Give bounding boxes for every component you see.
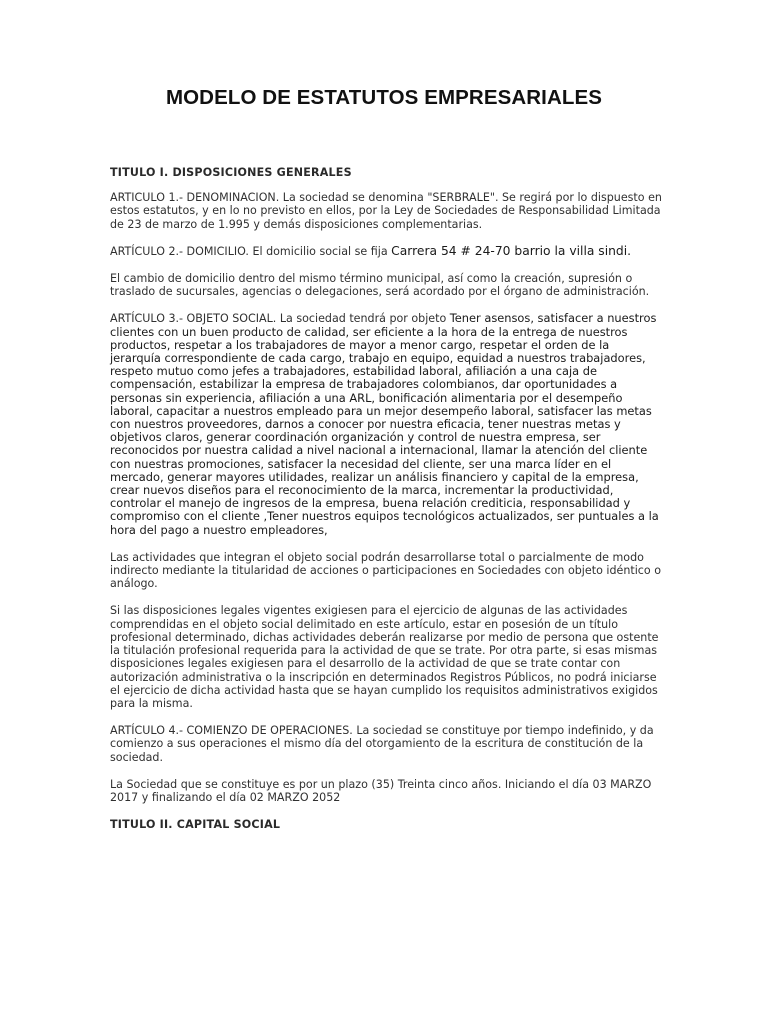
article-2-paragraph bbox=[110, 245, 662, 258]
document-title: MODELO DE ESTATUTOS EMPRESARIALES bbox=[165, 86, 603, 109]
article-4-paragraph-2: La Sociedad que se constituye es por un plazo (35) Treinta cinco años. Iniciando el día 03 MARZO 2017 y finalizando el día 02 MARZO 2052 bbox=[110, 777, 652, 804]
article-3-paragraph-2: Las actividades que integran el objeto social podrán desarrollarse total o parcialmente de modo indirecto mediante la titularidad de acciones o participaciones en Sociedades con objeto idéntico o análogo. bbox=[110, 550, 661, 591]
article-4-paragraph: ARTÍCULO 4.- COMIENZO DE OPERACIONES. La sociedad se constituye por tiempo indefinido, y da comienzo a sus operaciones el mismo día del otorgamiento de la escritura de constitución de la sociedad. bbox=[110, 724, 654, 764]
article-3-paragraph bbox=[110, 312, 662, 536]
article-1-paragraph: ARTICULO 1.- DENOMINACION. La sociedad se denomina "SERBRALE". Se regirá por lo dispuesto en estos estatutos, y en lo no previsto en ellos, por la Ley de Sociedades de Responsabilidad Limitada de 23 de marzo de 1.995 y demás disposiciones complementarias. bbox=[110, 191, 662, 231]
document-body bbox=[110, 166, 662, 843]
article-3-label: ARTÍCULO 3.- OBJETO SOCIAL. La sociedad tendrá por objeto bbox=[110, 312, 450, 326]
section-heading-titulo-2: TITULO II. CAPITAL SOCIAL bbox=[110, 818, 281, 832]
article-3-paragraph-3: Si las disposiciones legales vigentes exigiesen para el ejercicio de algunas de las actividades comprendidas en el objeto social delimitado en este artículo, estar en posesión de un título profesional determinado, dichas actividades deberán realizarse por medio de persona que ostente la titulación profesional requerida para la actividad de que se trate. Por otra parte, si esas mismas disposiciones legales exigiesen para el desarrollo de la actividad de que se trate contar con autorización administrativa o la inscripción en determinados Registros Públicos, no podrá iniciarse el ejercicio de dicha actividad hasta que se hayan cumplido los requisitos administrativos exigidos para la misma. bbox=[110, 604, 659, 710]
article-3-objeto: Tener asensos, satisfacer a nuestros clientes con un buen producto de calidad, ser eficiente a la hora de la entrega de nuestros productos, respetar a los trabajadores de mayor a menor cargo, respetar el orden de la jerarquía correspondiente de cada cargo, trabajo en equipo, equidad a nuestros trabajadores, respeto mutuo como jefes a trabajadores, estabilidad laboral, afiliación a una caja de compensación, estabilizar la empresa de trabajadores colombianos, dar oportunidades a personas sin experiencia, afiliación a una ARL, bonificación alimentaria por el desempeño laboral, capacitar a nuestros empleado para un mejor desempeño laboral, satisfacer las metas con nuestros proveedores, darnos a conocer por nuestra eficacia, tener nuestras metas y objetivos claros, generar coordinación organización y control de nuestra empresa, ser reconocidos por nuestra calidad a nivel nacional a internacional, llamar la atención del cliente con nuestras promociones, satisfacer la necesidad del cliente, ser una marca líder en el mercado, generar mayores utilidades, realizar un análisis financiero y capital de la empresa, crear nuevos diseños para el reconocimiento de la marca, incrementar la productividad, controlar el manejo de ingresos de la empresa, buena relación crediticia, responsabilidad y compromiso con el cliente ,Tener nuestros equipos tecnológicos actualizados, ser puntuales a la hora del pago a nuestro empleadores, bbox=[110, 311, 659, 537]
section-heading-titulo-1: TITULO I. DISPOSICIONES GENERALES bbox=[110, 166, 352, 179]
article-2-address: Carrera 54 # 24-70 barrio la villa sindi. bbox=[391, 243, 632, 258]
article-2-label: ARTÍCULO 2.- DOMICILIO. El domicilio social se fija bbox=[110, 244, 392, 258]
article-2-paragraph-2: El cambio de domicilio dentro del mismo término municipal, así como la creación, supresión o traslado de sucursales, agencias o delegaciones, será acordado por el órgano de administración. bbox=[110, 272, 650, 299]
